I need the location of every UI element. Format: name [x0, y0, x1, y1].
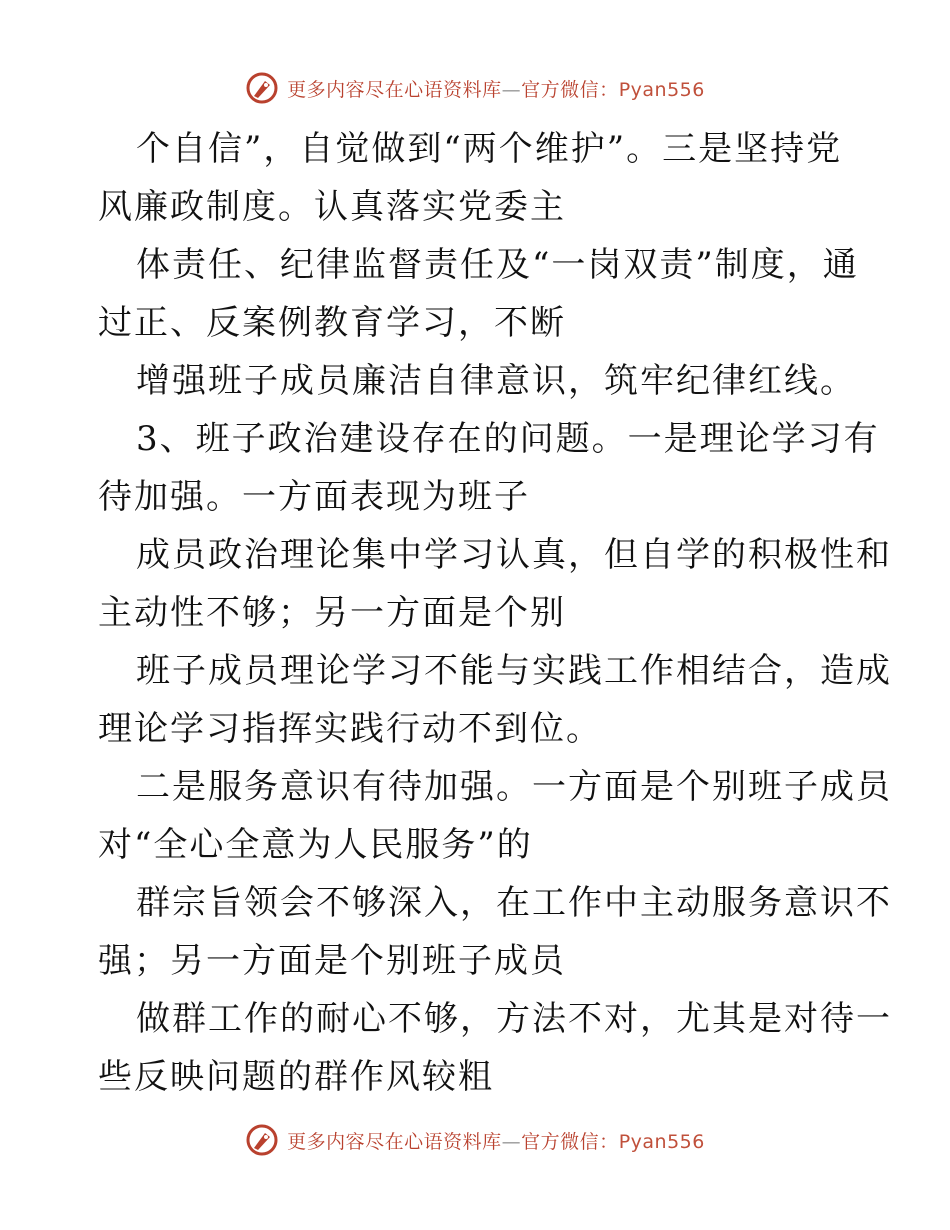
- text-line: 成员政治理论集中学习认真，但自学的积极性和: [136, 535, 892, 575]
- text-line: 过正、反案例教育学习，不断: [98, 303, 566, 343]
- watermark-wechat-label: 官方微信：: [521, 78, 619, 101]
- document-body: [98, 120, 892, 1106]
- text-line: 体责任、纪律监督责任及“一岗双责”制度，通: [136, 245, 859, 285]
- watermark-brand: 更多内容尽在心语资料库: [287, 78, 502, 101]
- text-line: 3、班子政治建设存在的问题。一是理论学习有: [136, 419, 880, 459]
- text-line: 二是服务意识有待加强。一方面是个别班子成员: [136, 767, 892, 807]
- watermark-wechat-id: Pyan556: [618, 78, 705, 101]
- watermark-text: [287, 75, 705, 102]
- text-line: 增强班子成员廉洁自律意识，筑牢纪律红线。: [136, 361, 856, 401]
- watermark-wechat-id: Pyan556: [618, 1130, 705, 1153]
- watermark-brand: 更多内容尽在心语资料库: [287, 1130, 502, 1153]
- text-line: 班子成员理论学习不能与实践工作相结合，造成: [136, 651, 892, 691]
- text-line: 风廉政制度。认真落实党委主: [98, 187, 566, 227]
- text-line: 强；另一方面是个别班子成员: [98, 941, 566, 981]
- header-watermark: [0, 68, 950, 108]
- text-line: 待加强。一方面表现为班子: [98, 477, 530, 517]
- text-line: 主动性不够；另一方面是个别: [98, 593, 566, 633]
- watermark-wechat-label: 官方微信：: [521, 1130, 619, 1153]
- text-line: 个自信”，自觉做到“两个维护”。三是坚持党: [136, 129, 843, 169]
- text-line: 群宗旨领会不够深入，在工作中主动服务意识不: [136, 883, 892, 923]
- text-line: 些反映问题的群作风较粗: [98, 1057, 494, 1097]
- watermark-separator: —: [501, 78, 522, 101]
- pen-nib-logo-icon: [245, 1123, 279, 1157]
- text-line: 对“全心全意为人民服务”的: [98, 825, 533, 865]
- pen-nib-logo-icon: [245, 71, 279, 105]
- watermark-separator: —: [501, 1130, 522, 1153]
- text-line: 理论学习指挥实践行动不到位。: [98, 709, 602, 749]
- footer-watermark: [0, 1120, 950, 1160]
- watermark-text: [287, 1127, 705, 1154]
- text-line: 做群工作的耐心不够，方法不对，尤其是对待一: [136, 999, 892, 1039]
